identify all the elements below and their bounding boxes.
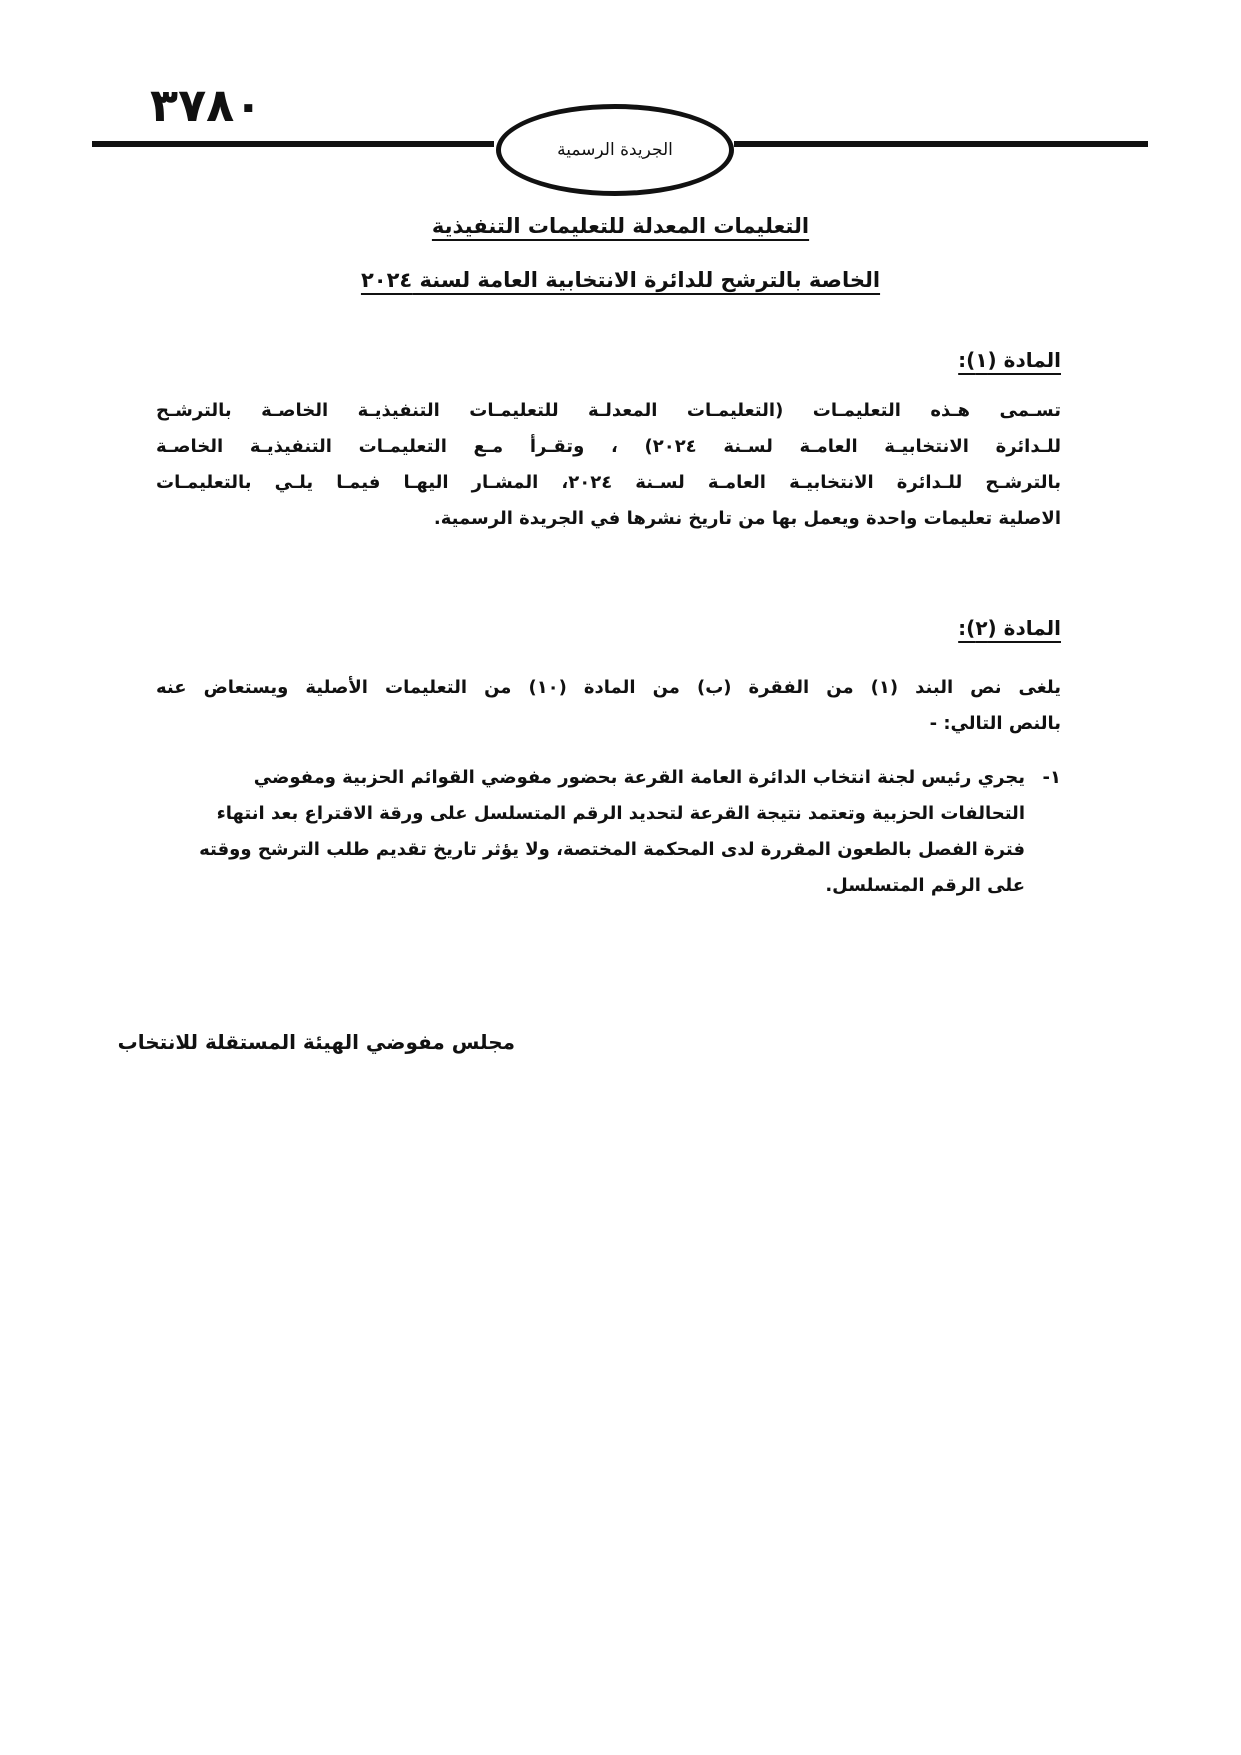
document-title-line-1: التعليمات المعدلة للتعليمات التنفيذية (431, 214, 810, 238)
item-line: فترة الفصل بالطعون المقررة لدى المحكمة المختصة، ولا يؤثر تاريخ تقديم طلب الترشح ووقته (199, 839, 1025, 860)
article-2-text (156, 670, 1061, 742)
signature: مجلس مفوضي الهيئة المستقلة للانتخاب (117, 1030, 515, 1054)
article-2-item-1 (156, 760, 1061, 904)
publication-name: الجريدة الرسمية (557, 140, 673, 160)
article-1-text (156, 393, 1061, 537)
article-2-heading: المادة (٢): (958, 616, 1061, 640)
publication-oval (496, 104, 734, 196)
item-line: التحالفات الحزبية وتعتمد نتيجة القرعة لتحديد الرقم المتسلسل على ورقة الاقتراع بعد انتهاء (216, 803, 1025, 824)
header-rule-left (92, 141, 494, 147)
article-1-heading: المادة (١): (958, 348, 1061, 372)
article-2-line: يلغى نص البند (١) من الفقرة (ب) من المادة (١٠) من التعليمات الأصلية ويستعاض عنه (156, 677, 1062, 698)
item-number: ١- (1042, 767, 1061, 788)
article-1-line: بالترشـح للـدائرة الانتخابيـة العامـة لسـنة ٢٠٢٤، المشـار اليهـا فيمـا يلـي بالتعليمـات (156, 472, 1061, 493)
header-rule-right (734, 141, 1148, 147)
page-number: ٣٧٨٠ (150, 78, 263, 132)
document-title-line-2: الخاصة بالترشح للدائرة الانتخابية العامة لسنة ٢٠٢٤ (360, 268, 881, 292)
article-1-line: الاصلية تعليمات واحدة ويعمل بها من تاريخ نشرها في الجريدة الرسمية. (433, 508, 1061, 529)
item-line: على الرقم المتسلسل. (825, 875, 1025, 896)
item-body (156, 760, 1025, 904)
article-1-line: تسـمى هـذه التعليمـات (التعليمـات المعدلـة للتعليمـات التنفيذيـة الخاصـة بالترشـح (156, 400, 1061, 421)
article-1-line: للـدائرة الانتخابيـة العامـة لسـنة ٢٠٢٤) ، وتقـرأ مـع التعليمـات التنفيذيـة الخاصـة (156, 436, 1061, 457)
article-2-line: بالنص التالي: - (929, 713, 1061, 734)
item-line: يجري رئيس لجنة انتخاب الدائرة العامة القرعة بحضور مفوضي القوائم الحزبية ومفوضي (253, 767, 1025, 788)
